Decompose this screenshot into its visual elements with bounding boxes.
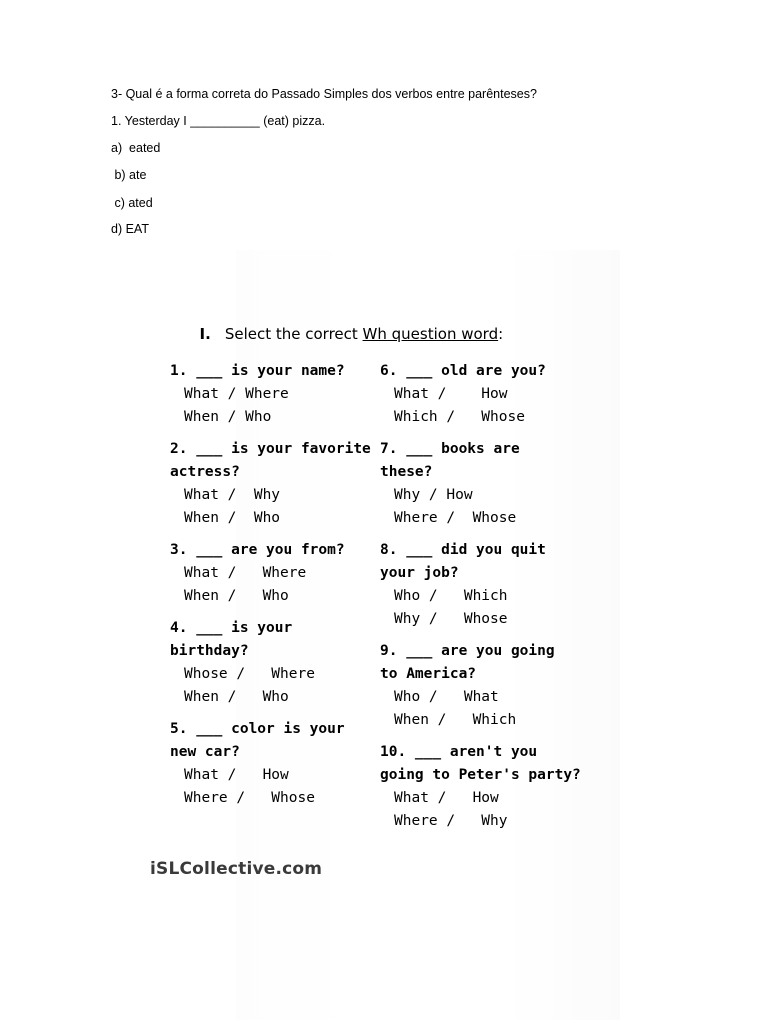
answer-options: Who / Which: [394, 588, 508, 604]
answer-options: What / Where: [184, 565, 307, 581]
left-question-column: [170, 360, 371, 810]
question-text: 3. ___ are you from?: [170, 542, 345, 558]
question-text: 5. ___ color is your: [170, 721, 345, 737]
question-block: [380, 360, 581, 429]
part3-option-a: a) eated: [111, 141, 161, 155]
question-text: going to Peter's party?: [380, 767, 581, 783]
answer-options: When / Who: [184, 409, 272, 425]
question-text: new car?: [170, 744, 240, 760]
part3-instruction: 3- Qual é a forma correta do Passado Simples dos verbos entre parênteses?: [111, 87, 537, 101]
question-text: these?: [380, 464, 433, 480]
question-block: [170, 438, 371, 530]
question-text: 7. ___ books are: [380, 441, 520, 457]
question-block: [380, 539, 581, 631]
right-question-column: [380, 360, 581, 833]
answer-options: When / Which: [394, 712, 517, 728]
question-text: 6. ___ old are you?: [380, 363, 546, 379]
answer-options: Why / Whose: [394, 611, 508, 627]
answer-options: When / Who: [184, 510, 281, 526]
watermark-logo: iSLCollective.com: [150, 859, 323, 879]
section-instruction-underlined: Wh question word: [362, 325, 499, 343]
part3-option-d: d) EAT: [111, 222, 149, 236]
question-block: [380, 640, 581, 732]
question-block: [380, 741, 581, 833]
question-text: actress?: [170, 464, 240, 480]
part3-question: 1. Yesterday I __________ (eat) pizza.: [111, 114, 326, 128]
question-text: birthday?: [170, 643, 249, 659]
answer-options: Which / Whose: [394, 409, 525, 425]
question-block: [380, 438, 581, 530]
question-text: to America?: [380, 666, 477, 682]
answer-options: What / Why: [184, 487, 281, 503]
question-block: [170, 539, 371, 608]
answer-options: Where / Whose: [184, 790, 315, 806]
question-text: 10. ___ aren't you: [380, 744, 538, 760]
section-instruction-post: :: [498, 325, 504, 343]
answer-options: Where / Whose: [394, 510, 517, 526]
question-block: [170, 718, 371, 810]
answer-options: Who / What: [394, 689, 499, 705]
answer-options: Why / How: [394, 487, 473, 503]
question-text: 8. ___ did you quit: [380, 542, 546, 558]
answer-options: What / Where: [184, 386, 289, 402]
question-text: 9. ___ are you going: [380, 643, 555, 659]
section-instruction-pre: Select the correct: [224, 325, 363, 343]
answer-options: Where / Why: [394, 813, 508, 829]
question-block: [170, 617, 371, 709]
question-text: your job?: [380, 565, 459, 581]
answer-options: When / Who: [184, 689, 289, 705]
answer-options: What / How: [394, 386, 508, 402]
question-text: 2. ___ is your favorite: [170, 441, 371, 457]
answer-options: What / How: [394, 790, 499, 806]
answer-options: What / How: [184, 767, 289, 783]
section-heading: [190, 307, 503, 343]
part3-option-b: b) ate: [111, 168, 147, 182]
answer-options: Whose / Where: [184, 666, 315, 682]
section-number: I.: [199, 325, 211, 343]
question-block: [170, 360, 371, 429]
question-text: 1. ___ is your name?: [170, 363, 345, 379]
part3-option-c: c) ated: [111, 196, 153, 210]
question-text: 4. ___ is your: [170, 620, 293, 636]
answer-options: When / Who: [184, 588, 289, 604]
